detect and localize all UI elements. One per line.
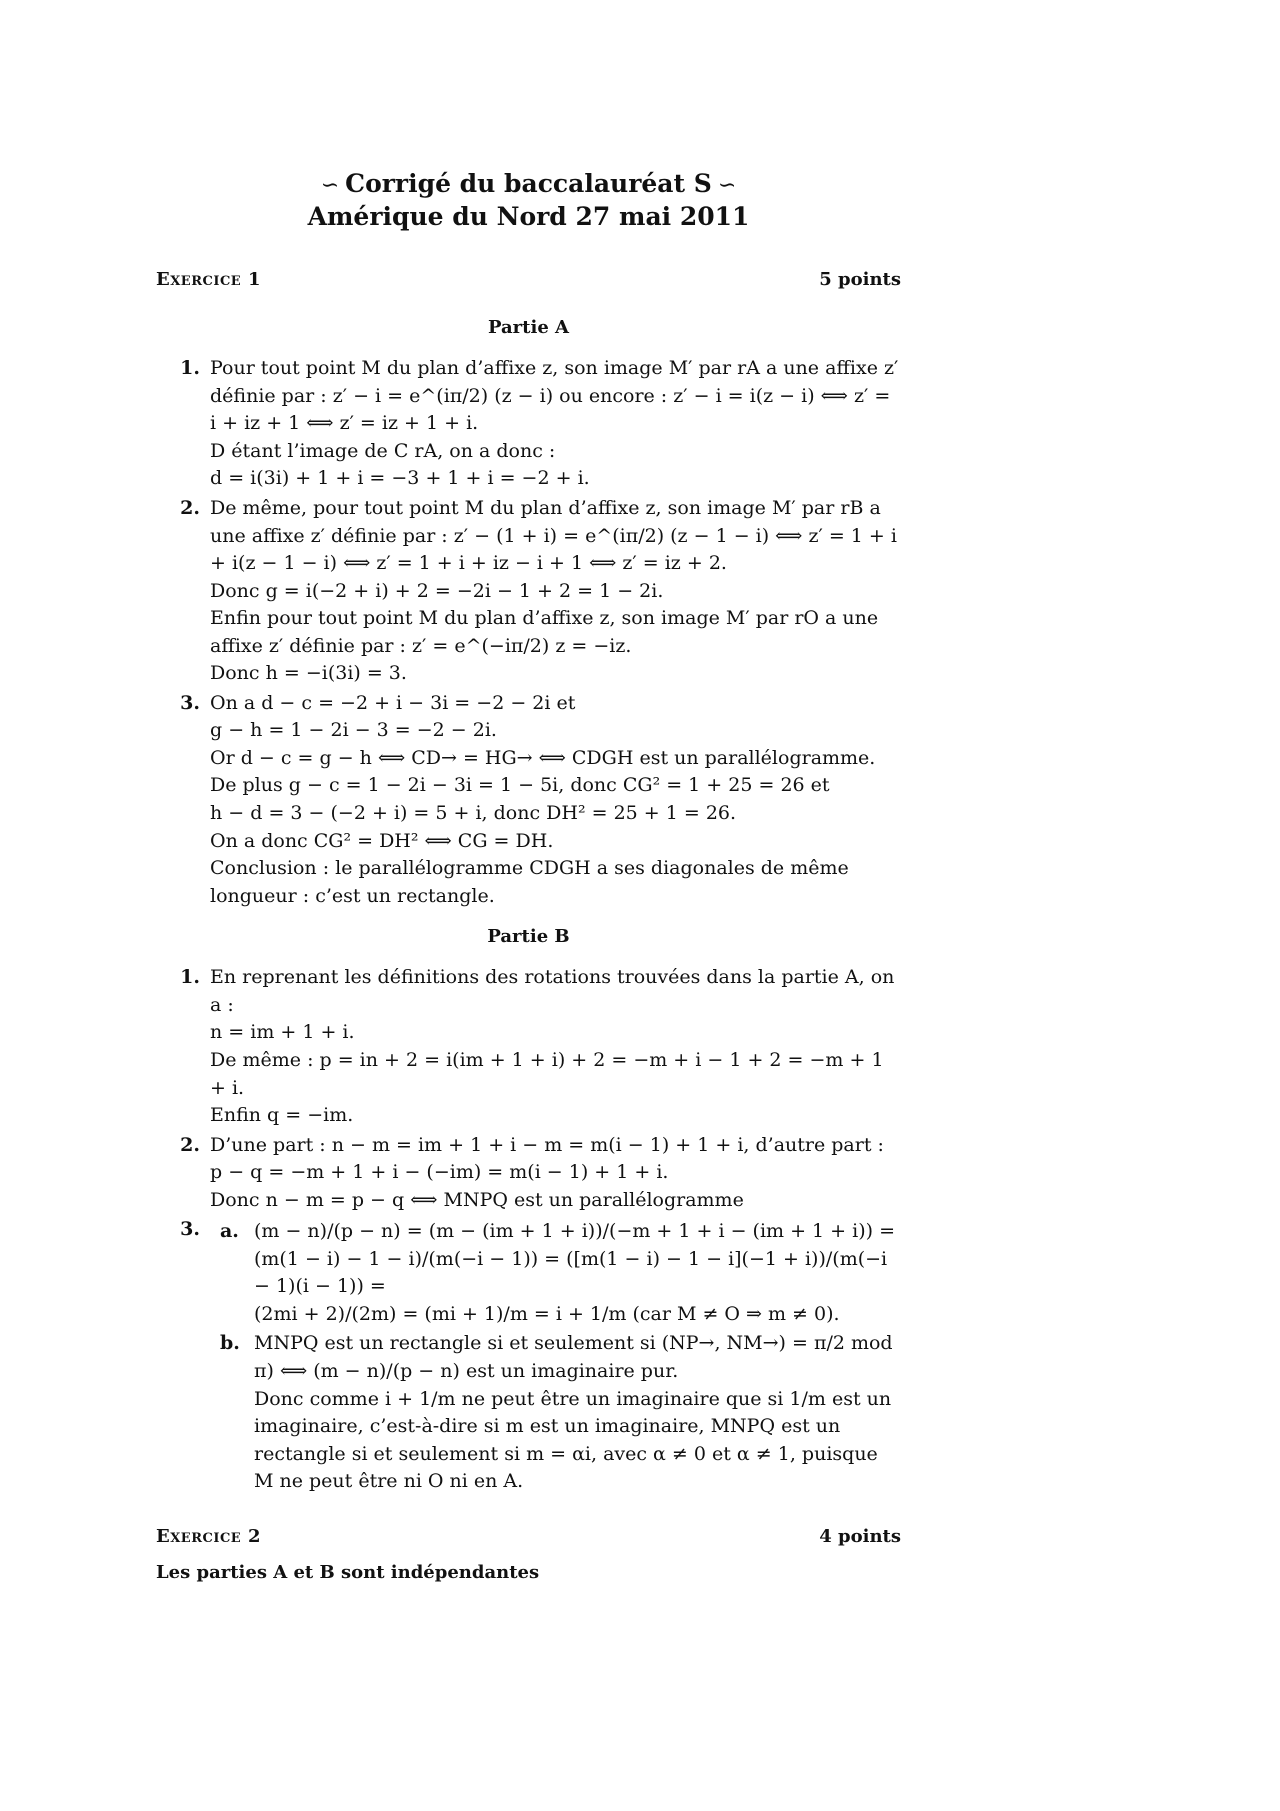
paragraph: MNPQ est un rectangle si et seulement si (NP→, NM→) = π/2 mod π) ⟺ (m − n)/(p − n) est un imaginaire pur. <box>254 1332 893 1382</box>
paragraph: Donc g = i(−2 + i) + 2 = −2i − 1 + 2 = 1 − 2i. <box>210 579 664 602</box>
paragraph: On a donc CG² = DH² ⟺ CG = DH. <box>210 829 554 852</box>
paragraph: Or d − c = g − h ⟺ CD→ = HG→ ⟺ CDGH est un parallélogramme. <box>210 746 876 769</box>
partie-a-question-1: 1. Pour tout point M du plan d’affixe z, son image M′ par rA a une affixe z′ définie par : z′ − i = e^(iπ/2) (z − i) ou encore : z′ − i = i(z − i) ⟺ z′ = i + iz + 1 ⟺ z′ = iz + 1 + i. D étant l’image de C rA, on a donc : d = i(3i) + 1 + i = −3 + 1 + i = −2 + i. <box>156 355 901 493</box>
title-line-2: Amérique du Nord 27 mai 2011 <box>307 201 750 231</box>
paragraph: Donc h = −i(3i) = 3. <box>210 662 407 685</box>
paragraph: De même, pour tout point M du plan d’affixe z, son image M′ par rB a une affixe z′ définie par : z′ − (1 + i) = e^(iπ/2) (z − 1 − i) ⟺ z′ = 1 + i + i(z − 1 − i) ⟺ z′ = 1 + i + iz − i + 1 ⟺ z′ = iz + 2. <box>210 497 897 575</box>
paragraph: D étant l’image de C rA, on a donc : <box>210 439 556 462</box>
paragraph: n = im + 1 + i. <box>210 1021 355 1044</box>
document-page <box>156 168 901 1586</box>
paragraph: Enfin q = −im. <box>210 1104 354 1127</box>
paragraph: D’une part : n − m = im + 1 + i − m = m(i − 1) + 1 + i, d’autre part : <box>210 1133 884 1156</box>
partie-b-title: Partie B <box>487 926 570 948</box>
question-3b: b. MNPQ est un rectangle si et seulement si (NP→, NM→) = π/2 mod π) ⟺ (m − n)/(p − n) est un imaginaire pur. Donc comme i + 1/m ne peut être un imaginaire que si 1/m est un imaginaire, c’est-à-dire si m est un imaginaire, MNPQ est un rectangle si et seulement si m = αi, avec α ≠ 0 et α ≠ 1, puisque M ne peut être ni O ni en A. <box>210 1330 901 1495</box>
exercice-1-label: Exercice 1 <box>156 269 261 291</box>
exercice-2-intro: Les parties A et B sont indépendantes <box>156 1561 540 1583</box>
title-line-1: ∽ Corrigé du baccalauréat S ∽ <box>156 168 901 201</box>
paragraph: En reprenant les définitions des rotations trouvées dans la partie A, on a : <box>210 966 895 1016</box>
partie-b-question-3: 3. a. (m − n)/(p − n) = (m − (im + 1 + i))/(−m + 1 + i − (im + 1 + i)) = (m(1 − i) − 1 − i)/(m(−i − 1)) = ([m(1 − i) − 1 − i](−1 + i))/(m(−i − 1)(i − 1)) = (2mi + 2)/(2m) = (mi + 1)/m = i + 1/m (car M ≠ O ⇒ m ≠ 0). b. MNPQ est un rectangle si et seulement si (NP→, NM→) = π/2 mod π) ⟺ (m − n)/(p − n) est un imaginaire pur. Donc comme i + 1/m ne peut être un imaginaire que si 1/m est un imaginaire, c’est-à-dire si m est un imaginaire, MNPQ est un rectangle si et seulement si m = αi, avec α ≠ 0 et α ≠ 1, puisque M ne peut être ni O ni en A. <box>156 1216 901 1495</box>
paragraph: (2mi + 2)/(2m) = (mi + 1)/m = i + 1/m (car M ≠ O ⇒ m ≠ 0). <box>254 1302 840 1325</box>
question-3a: a. (m − n)/(p − n) = (m − (im + 1 + i))/(−m + 1 + i − (im + 1 + i)) = (m(1 − i) − 1 − i)/(m(−i − 1)) = ([m(1 − i) − 1 − i](−1 + i))/(m(−i − 1)(i − 1)) = (2mi + 2)/(2m) = (mi + 1)/m = i + 1/m (car M ≠ O ⇒ m ≠ 0). <box>210 1218 901 1328</box>
paragraph: p − q = −m + 1 + i − (−im) = m(i − 1) + 1 + i. <box>210 1161 669 1184</box>
partie-b-question-2: 2. D’une part : n − m = im + 1 + i − m = m(i − 1) + 1 + i, d’autre part : p − q = −m + 1 + i − (−im) = m(i − 1) + 1 + i. Donc n − m = p − q ⟺ MNPQ est un parallélogramme <box>156 1132 901 1215</box>
exercice-1-points: 5 points <box>819 269 901 291</box>
exercice-2-label: Exercice 2 <box>156 1525 261 1547</box>
paragraph: Conclusion : le parallélogramme CDGH a ses diagonales de même longueur : c’est un rectangle. <box>210 857 849 907</box>
paragraph: d = i(3i) + 1 + i = −3 + 1 + i = −2 + i. <box>210 467 590 490</box>
paragraph: h − d = 3 − (−2 + i) = 5 + i, donc DH² = 25 + 1 = 26. <box>210 802 737 825</box>
paragraph: (m − n)/(p − n) = (m − (im + 1 + i))/(−m + 1 + i − (im + 1 + i)) = (m(1 − i) − 1 − i)/(m(−i − 1)) = ([m(1 − i) − 1 − i](−1 + i))/(m(−i − 1)(i − 1)) = <box>254 1220 895 1298</box>
paragraph: Pour tout point M du plan d’affixe z, son image M′ par rA a une affixe z′ définie par : z′ − i = e^(iπ/2) (z − i) ou encore : z′ − i = i(z − i) ⟺ z′ = i + iz + 1 ⟺ z′ = iz + 1 + i. <box>210 357 899 435</box>
partie-a-title: Partie A <box>487 317 570 339</box>
partie-a-question-3: 3. On a d − c = −2 + i − 3i = −2 − 2i et g − h = 1 − 2i − 3 = −2 − 2i. Or d − c = g − h ⟺ CD→ = HG→ ⟺ CDGH est un parallélogramme. De plus g − c = 1 − 2i − 3i = 1 − 5i, donc CG² = 1 + 25 = 26 et h − d = 3 − (−2 + i) = 5 + i, donc DH² = 25 + 1 = 26. On a donc CG² = DH² ⟺ CG = DH. Conclusion : le parallélogramme CDGH a ses diagonales de même longueur : c’est un rectangle. <box>156 690 901 910</box>
paragraph: g − h = 1 − 2i − 3 = −2 − 2i. <box>210 719 497 742</box>
paragraph: De même : p = in + 2 = i(im + 1 + i) + 2 = −m + i − 1 + 2 = −m + 1 + i. <box>210 1048 884 1099</box>
paragraph: On a d − c = −2 + i − 3i = −2 − 2i et <box>210 691 576 714</box>
paragraph: Donc comme i + 1/m ne peut être un imaginaire que si 1/m est un imaginaire, c’est-à-dire si m est un imaginaire, MNPQ est un rectangle si et seulement si m = αi, avec α ≠ 0 et α ≠ 1, puisque M ne peut être ni O ni en A. <box>254 1387 892 1493</box>
partie-b-question-1: 1. En reprenant les définitions des rotations trouvées dans la partie A, on a : n = im + 1 + i. De même : p = in + 2 = i(im + 1 + i) + 2 = −m + i − 1 + 2 = −m + 1 + i. Enfin q = −im. <box>156 964 901 1129</box>
exercice-1-header <box>156 267 901 293</box>
ornament-right-icon: ∽ <box>717 173 737 198</box>
partie-a-question-2: 2. De même, pour tout point M du plan d’affixe z, son image M′ par rB a une affixe z′ définie par : z′ − (1 + i) = e^(iπ/2) (z − 1 − i) ⟺ z′ = 1 + i + i(z − 1 − i) ⟺ z′ = 1 + i + iz − i + 1 ⟺ z′ = iz + 2. Donc g = i(−2 + i) + 2 = −2i − 1 + 2 = 1 − 2i. Enfin pour tout point M du plan d’affixe z, son image M′ par rO a une affixe z′ définie par : z′ = e^(−iπ/2) z = −iz. Donc h = −i(3i) = 3. <box>156 495 901 688</box>
paragraph: Donc n − m = p − q ⟺ MNPQ est un parallélogramme <box>210 1188 744 1211</box>
paragraph: De plus g − c = 1 − 2i − 3i = 1 − 5i, donc CG² = 1 + 25 = 26 et <box>210 774 830 797</box>
document-title <box>156 168 901 233</box>
exercice-2-points: 4 points <box>819 1525 901 1547</box>
exercice-2-header <box>156 1524 901 1550</box>
paragraph: Enfin pour tout point M du plan d’affixe z, son image M′ par rO a une affixe z′ définie par : z′ = e^(−iπ/2) z = −iz. <box>210 607 879 657</box>
ornament-left-icon: ∽ <box>320 173 340 198</box>
